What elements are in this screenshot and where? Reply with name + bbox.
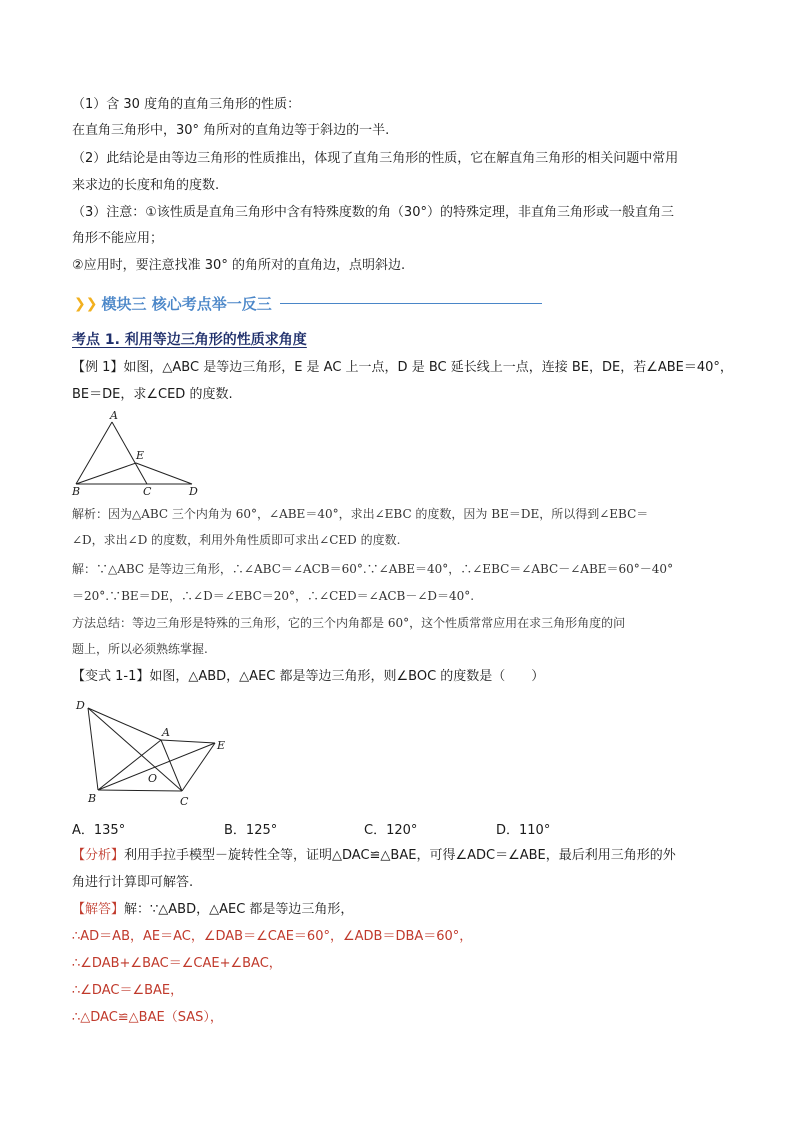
fig2-line-dc bbox=[88, 708, 182, 791]
intro-line-2: 在直角三角形中，30° 角所对的直角边等于斜边的一半. bbox=[72, 123, 390, 138]
module-heading bbox=[74, 293, 542, 314]
intro-line-3: （2）此结论是由等边三角形的性质推出，体现了直角三角形的性质，它在解直角三角形的相关问题中常用 bbox=[72, 151, 679, 166]
fig1-line-ab bbox=[76, 422, 112, 484]
fig2-line-ae bbox=[161, 740, 215, 743]
example1-line-2: BE＝DE，求∠CED 的度数. bbox=[72, 387, 233, 402]
intro-line-1: （1）含 30 度角的直角三角形的性质： bbox=[72, 97, 301, 112]
fig2-label-a: A bbox=[162, 726, 170, 739]
fig1-label-a: A bbox=[110, 409, 118, 422]
answer-tag: 【解答】 bbox=[72, 902, 125, 917]
example1-solution-1: 解：∵△ABC 是等边三角形，∴∠ABC＝∠ACB＝60°.∵∠ABE＝40°，∴∠EBC＝∠ABC－∠ABE＝60°－40° bbox=[72, 562, 674, 576]
fig1-line-be bbox=[76, 463, 136, 484]
analysis-text-1: 利用手拉手模型－旋转性全等，证明△DAC≌△BAE，可得∠ADC＝∠ABE，最后利用三角形的外 bbox=[124, 848, 676, 863]
fig2-label-c: C bbox=[180, 795, 189, 808]
fig1-label-c: C bbox=[143, 485, 152, 498]
fig2-line-bc bbox=[98, 790, 182, 791]
option-b: B．125° bbox=[224, 823, 278, 838]
intro-line-4: 来求边的长度和角的度数. bbox=[72, 178, 220, 193]
heading-rule bbox=[280, 303, 542, 304]
fig1-label-d: D bbox=[189, 485, 198, 498]
example1-analysis-2: ∠D，求出∠D 的度数，利用外角性质即可求出∠CED 的度数. bbox=[72, 533, 401, 547]
variant1-answer-head bbox=[72, 901, 353, 919]
analysis-tag: 【分析】 bbox=[72, 848, 125, 863]
variant1-options bbox=[72, 819, 592, 837]
fig1-label-e: E bbox=[136, 449, 145, 462]
fig2-label-b: B bbox=[88, 792, 97, 805]
fig1-line-ed bbox=[136, 463, 192, 484]
variant1-step-2: ∴∠DAB+∠BAC＝∠CAE+∠BAC， bbox=[72, 956, 282, 971]
fig2-line-ec bbox=[182, 743, 215, 791]
fig2-line-db bbox=[88, 708, 98, 790]
fig2-line-ac bbox=[161, 740, 182, 791]
intro-line-6: 角形不能应用； bbox=[72, 231, 164, 246]
fig1-label-b: B bbox=[72, 485, 81, 498]
module-heading-text: 模块三 核心考点举一反三 bbox=[101, 295, 272, 313]
variant1-step-3: ∴∠DAC＝∠BAE， bbox=[72, 983, 184, 998]
option-d: D．110° bbox=[496, 823, 551, 838]
example1-method-1: 方法总结：等边三角形是特殊的三角形，它的三个内角都是 60°，这个性质常常应用在求三角形角度的问 bbox=[72, 616, 626, 630]
example1-method-2: 题上，所以必须熟练掌握. bbox=[72, 642, 208, 656]
variant1-step-4: ∴△DAC≌△BAE（SAS）， bbox=[72, 1010, 223, 1025]
fig2-label-d: D bbox=[76, 699, 85, 712]
intro-line-5: （3）注意：①该性质是直角三角形中含有特殊度数的角（30°）的特殊定理，非直角三角形或一般直角三 bbox=[72, 205, 674, 220]
variant1-question: 【变式 1-1】如图，△ABD，△AEC 都是等边三角形，则∠BOC 的度数是（ ） bbox=[72, 669, 545, 684]
double-chevron-icon: ❯❯ bbox=[74, 295, 98, 312]
example1-analysis-1: 解析：因为△ABC 三个内角为 60°，∠ABE＝40°，求出∠EBC 的度数，因为 BE＝DE，所以得到∠EBC＝ bbox=[72, 507, 649, 521]
intro-line-7: ②应用时，要注意找准 30° 的角所对的直角边，点明斜边. bbox=[72, 258, 406, 273]
fig2-label-e: E bbox=[217, 739, 226, 752]
fig2-label-o: O bbox=[148, 772, 158, 785]
variant1-analysis-1 bbox=[72, 847, 676, 865]
option-c: C．120° bbox=[364, 823, 418, 838]
variant1-figure bbox=[68, 694, 238, 812]
option-a: A．135° bbox=[72, 823, 126, 838]
answer-head-text: 解：∵△ABD，△AEC 都是等边三角形， bbox=[124, 902, 354, 917]
example1-figure bbox=[68, 408, 208, 500]
kaodian-title: 考点 1. 利用等边三角形的性质求角度 bbox=[72, 332, 307, 348]
example1-solution-2: ＝20°.∵BE＝DE，∴∠D＝∠EBC＝20°，∴∠CED＝∠ACB－∠D＝40°. bbox=[72, 589, 475, 603]
fig2-line-da bbox=[88, 708, 161, 740]
variant1-analysis-2: 角进行计算即可解答. bbox=[72, 875, 194, 890]
example1-line-1: 【例 1】如图，△ABC 是等边三角形，E 是 AC 上一点，D 是 BC 延长线上一点，连接 BE，DE，若∠ABE＝40°， bbox=[72, 360, 733, 375]
variant1-step-1: ∴AD＝AB，AE＝AC，∠DAB＝∠CAE＝60°，∠ADB＝DBA＝60°， bbox=[72, 929, 473, 944]
